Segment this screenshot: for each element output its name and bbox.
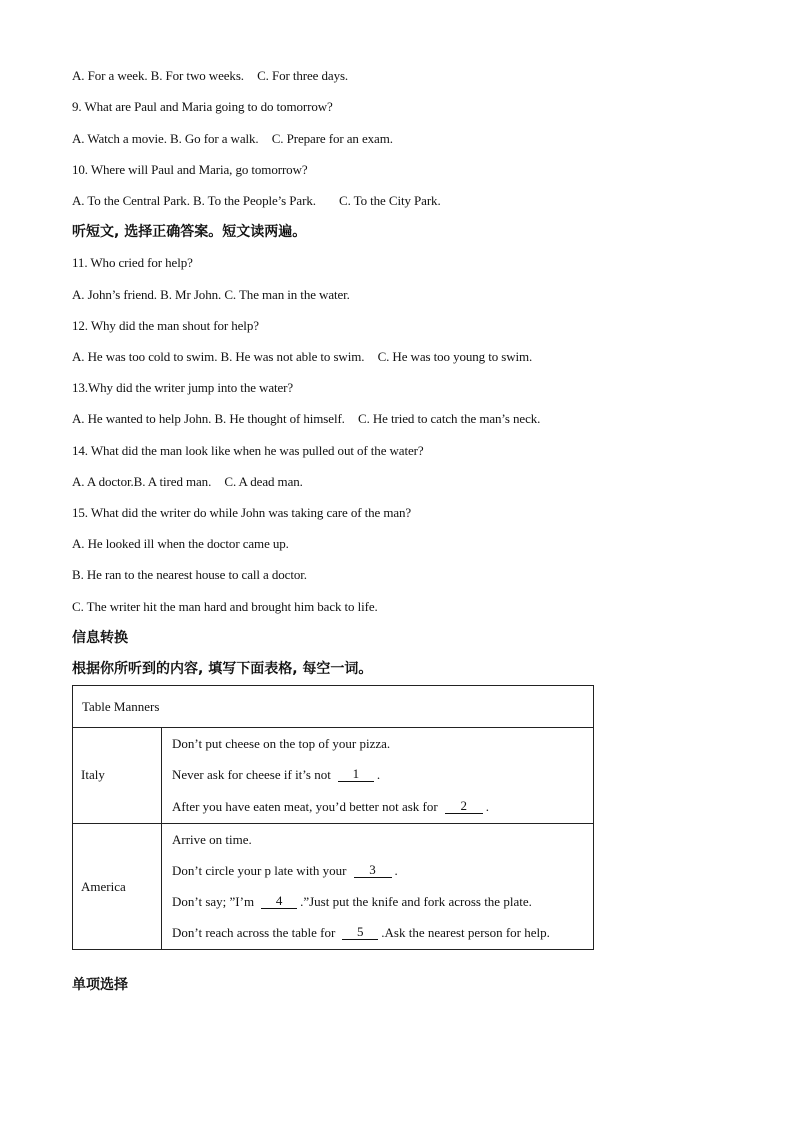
option-c: C. A dead man. [224, 474, 303, 489]
rule-america-4 [172, 925, 593, 941]
rule-text: Never ask for cheese if it’s not [172, 767, 331, 783]
option-b: B. He was not able to swim. [220, 349, 365, 364]
option-a: A. He was too cold to swim. [72, 349, 218, 364]
q15-option-c: C. The writer hit the man hard and brought him back to life. [72, 599, 378, 614]
rule-text: .”Just put the knife and fork across the plate. [300, 894, 532, 910]
option-b: B. Go for a walk. [170, 131, 259, 146]
option-c: C. Prepare for an exam. [271, 131, 393, 146]
rule-italy-2 [172, 767, 593, 798]
q15-question: 15. What did the writer do while John was taking care of the man? [72, 505, 412, 520]
table-row [73, 686, 594, 728]
section-heading-single-choice: 单项选择 [72, 977, 128, 993]
q9-options [72, 131, 393, 147]
q9-question: 9. What are Paul and Maria going to do tomorrow? [72, 99, 333, 114]
option-a: A. A doctor. [72, 474, 134, 489]
option-b: B. Mr John. [160, 287, 222, 302]
option-a: A. To the Central Park. [72, 193, 190, 208]
option-a: A. John’s friend. [72, 287, 157, 302]
table-row [73, 728, 594, 824]
q13-question: 13.Why did the writer jump into the water? [72, 380, 294, 395]
blank-3: 3 [354, 863, 392, 878]
blank-2: 2 [445, 799, 483, 814]
blank-5: 5 [342, 925, 378, 940]
section-heading-short-passage: 听短文, 选择正确答案。短文读两遍。 [72, 224, 307, 240]
rule-text: . [485, 798, 489, 814]
q13-options [72, 411, 540, 427]
option-c: C. He was too young to swim. [377, 349, 533, 364]
q12-question: 12. Why did the man shout for help? [72, 318, 259, 333]
country-cell-italy: Italy [73, 728, 162, 824]
option-c: C. The man in the water. [224, 287, 350, 302]
option-c: C. For three days. [257, 68, 349, 83]
rule-text: Don’t circle your p late with your [172, 862, 347, 878]
rules-cell-italy [162, 728, 594, 824]
option-b: B. To the People’s Park. [193, 193, 316, 208]
rule-italy-1: Don’t put cheese on the top of your pizza. [172, 736, 391, 751]
rule-text: . [376, 767, 381, 783]
country-cell-america: America [73, 823, 162, 950]
q10-options [72, 193, 441, 209]
rule-america-3 [172, 894, 593, 925]
q15-option-a: A. He looked ill when the doctor came up. [72, 536, 289, 551]
rule-text: After you have eaten meat, you’d better not ask for [172, 798, 438, 814]
rule-italy-3 [172, 799, 593, 815]
option-a: A. For a week. [72, 68, 148, 83]
rule-text: Don’t reach across the table for [172, 925, 336, 941]
option-b: B. He thought of himself. [214, 411, 345, 426]
rules-cell-america [162, 823, 594, 950]
table-manners-table [72, 685, 594, 950]
option-a: A. He wanted to help John. [72, 411, 212, 426]
rule-america-2 [172, 863, 593, 894]
rule-text: . [394, 862, 398, 878]
q12-options [72, 349, 532, 365]
q11-question: 11. Who cried for help? [72, 255, 193, 270]
blank-1: 1 [338, 767, 374, 782]
rule-text: Don’t say; ”I’m [172, 894, 255, 910]
table-title: Table Manners [73, 686, 594, 728]
blank-4: 4 [261, 894, 297, 909]
section-heading-info: 信息转换 [72, 630, 128, 646]
option-c: C. He tried to catch the man’s neck. [358, 411, 541, 426]
q14-options [72, 474, 303, 490]
q8-options [72, 68, 348, 84]
option-b: B. A tired man. [133, 474, 212, 489]
rule-text: .Ask the nearest person for help. [381, 925, 550, 941]
rule-america-1: Arrive on time. [172, 831, 252, 847]
q10-question: 10. Where will Paul and Maria, go tomorrow? [72, 162, 308, 177]
table-row [73, 823, 594, 950]
option-c: C. To the City Park. [339, 193, 441, 208]
q14-question: 14. What did the man look like when he was pulled out of the water? [72, 443, 424, 458]
section-instruction-info: 根据你所听到的内容, 填写下面表格, 每空一词。 [72, 661, 373, 677]
q15-option-b: B. He ran to the nearest house to call a doctor. [72, 567, 307, 582]
option-b: B. For two weeks. [150, 68, 244, 83]
q11-options [72, 287, 350, 303]
option-a: A. Watch a movie. [72, 131, 167, 146]
